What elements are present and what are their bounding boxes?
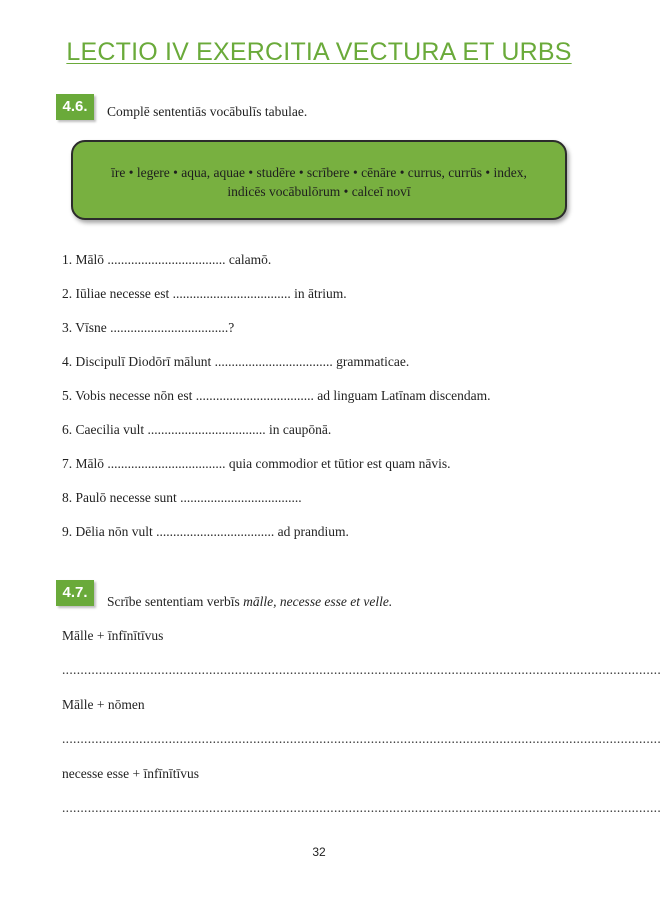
word-bank-line-2: indicēs vocābulōrum • calceī novī (227, 184, 411, 199)
answer-line-2[interactable]: ................................................................................................................................................................... (62, 731, 661, 746)
sentence-1: 1. Mālō ................................... calamō. (62, 252, 272, 267)
sentence-7: 7. Mālō ................................... quia commodior et tūtior est quam nāvis. (62, 456, 451, 471)
sentence-3: 3. Vīsne ...................................? (62, 320, 235, 335)
sentence-4: 4. Discipulī Diodōrī mālunt ................................... grammaticae. (62, 354, 410, 369)
sentence-9: 9. Dēlia nōn vult ................................... ad prandium. (62, 524, 349, 539)
sentence-6: 6. Caecilia vult ................................... in caupōnā. (62, 422, 332, 437)
sentence-8: 8. Paulō necesse sunt .................................... (62, 490, 302, 505)
exercise-4-6-instruction: Complē sententiās vocābulīs tabulae. (107, 104, 308, 119)
instruction-verbs: mālle, necesse esse et velle. (243, 594, 393, 609)
exercise-badge-4-6: 4.6. (56, 94, 94, 120)
prompt-label-1: Mālle + īnfīnītīvus (62, 628, 164, 643)
answer-line-3[interactable]: ................................................................................................................................................................... (62, 800, 661, 815)
exercise-4-7-instruction (107, 594, 392, 610)
prompt-label-3: necesse esse + īnfīnītīvus (62, 766, 199, 781)
word-bank-line-1: īre • legere • aqua, aquae • studēre • scrībere • cēnāre • currus, currūs • index, (111, 165, 527, 180)
exercise-badge-4-7: 4.7. (56, 580, 94, 606)
instruction-text: Scrībe sententiam verbīs (107, 594, 244, 609)
prompt-label-2: Mālle + nōmen (62, 697, 145, 712)
page-title: LECTIO IV EXERCITIA VECTURA ET URBS (66, 38, 572, 66)
word-bank-text (83, 163, 555, 201)
page-number: 32 (312, 845, 326, 859)
word-bank-box (71, 140, 567, 220)
sentence-2: 2. Iūliae necesse est ................................... in ātrium. (62, 286, 347, 301)
sentence-5: 5. Vobis necesse nōn est ................................... ad linguam Latīnam discendam. (62, 388, 491, 403)
answer-line-1[interactable]: ................................................................................................................................................................... (62, 662, 661, 677)
